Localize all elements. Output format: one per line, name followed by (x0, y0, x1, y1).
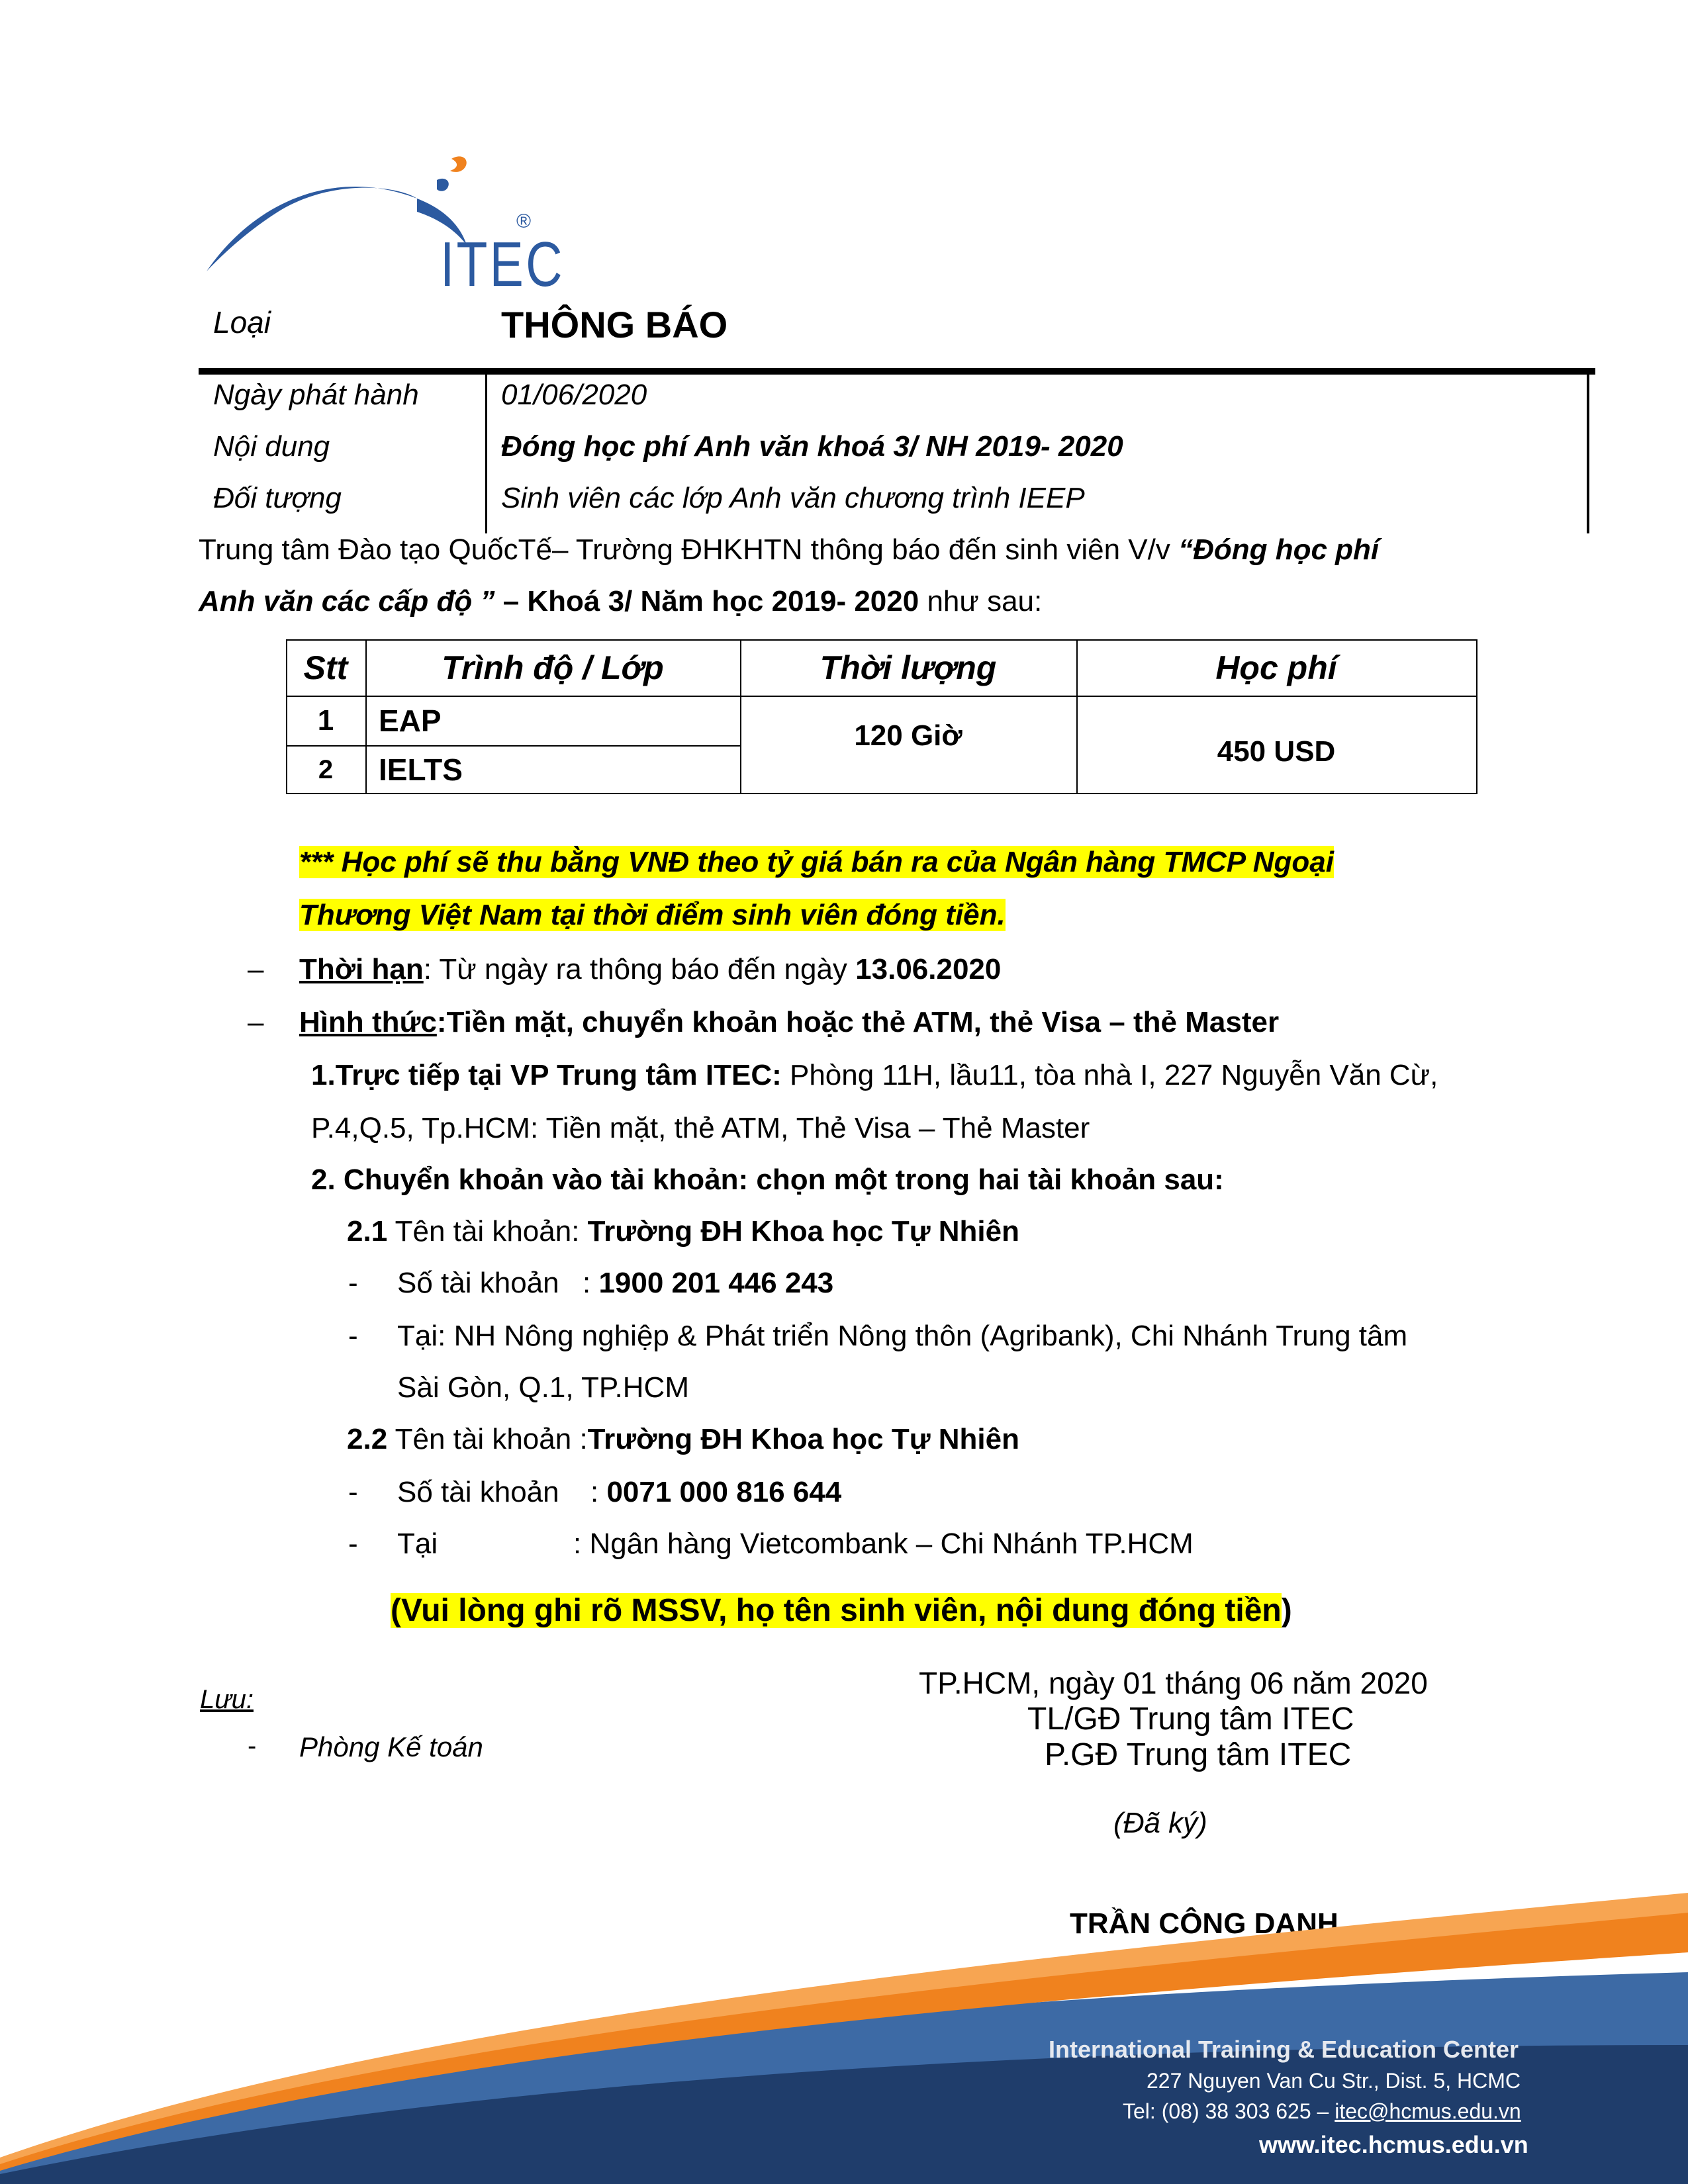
reminder-line (391, 1592, 1292, 1629)
transfer-title: 2. Chuyển khoản vào tài khoản: chọn một trong hai tài khoản sau: (311, 1163, 1224, 1196)
header-label-target: Đối tượng (213, 482, 342, 514)
itec-logo (199, 139, 565, 311)
exchange-note-line-2 (299, 899, 1006, 932)
intro-subject-end: Anh văn các cấp độ ” (199, 585, 495, 617)
deadline-line (299, 953, 1001, 986)
intro-line-2 (199, 585, 1042, 618)
table-fee: 450 USD (1217, 735, 1336, 768)
account-1-no-label: Số tài khoản (397, 1267, 559, 1299)
reminder-text: (Vui lòng ghi rõ MSSV, họ tên sinh viên, nội dung đóng tiền (391, 1593, 1282, 1628)
deadline-text: : Từ ngày ra thông báo đến ngày (423, 953, 856, 985)
header-value-target: Sinh viên các lớp Anh văn chương trình IEEP (501, 482, 1085, 514)
table-row-1-level: EAP (379, 704, 442, 738)
account-2-no-sep: : (590, 1476, 607, 1508)
deadline-label: Thời hạn (299, 953, 424, 985)
method-label: Hình thức (299, 1006, 437, 1038)
account-2-at-dash: - (348, 1527, 358, 1560)
header-value-content: Đóng học phí Anh văn khoá 3/ NH 2019- 2020 (501, 430, 1123, 463)
account-1-no: 1900 201 446 243 (598, 1267, 834, 1299)
archive-item: Phòng Kế toán (299, 1731, 483, 1762)
direct-label: 1.Trực tiếp tại VP Trung tâm ITEC: (311, 1059, 782, 1091)
table-header-stt: Stt (303, 649, 348, 686)
header-divider (485, 375, 487, 533)
method-text: :Tiền mặt, chuyển khoản hoặc thẻ ATM, thẻ Visa – thẻ Master (436, 1006, 1280, 1038)
document-title: THÔNG BÁO (501, 304, 728, 345)
intro-text: Trung tâm Đào tạo QuốcTế– Trường ĐHKHTN thông báo đến sinh viên V/v (199, 533, 1179, 566)
intro-term: – Khoá 3/ Năm học 2019- 2020 (494, 585, 919, 617)
type-label: Loại (213, 305, 271, 340)
table-header-duration: Thời lượng (820, 649, 997, 686)
account-2-no-label: Số tài khoản (397, 1476, 559, 1508)
account-1-at-dash: - (348, 1320, 358, 1352)
footer-org-name: International Training & Education Center (1049, 2036, 1519, 2063)
direct-address: Phòng 11H, lầu11, tòa nhà I, 227 Nguyễn Văn Cừ, (781, 1059, 1438, 1091)
account-2-name: Trường ĐH Khoa học Tự Nhiên (587, 1423, 1020, 1455)
table-header-level: Trình độ / Lớp (442, 649, 664, 686)
direct-line-2: P.4,Q.5, Tp.HCM: Tiền mặt, thẻ ATM, Thẻ Visa – Thẻ Master (311, 1112, 1090, 1144)
table-header-fee: Học phí (1215, 649, 1337, 686)
account-1-name-line (347, 1215, 1019, 1248)
header-value-issue-date: 01/06/2020 (501, 379, 647, 411)
account-2-name-line (347, 1423, 1019, 1456)
intro-line-1 (199, 533, 1379, 567)
exchange-note-2: Thương Việt Nam tại thời điểm sinh viên đóng tiền. (299, 899, 1006, 931)
deadline-bullet: – (248, 953, 264, 985)
account-2-num: 2.2 (347, 1423, 388, 1455)
account-2-no-dash: - (348, 1476, 358, 1508)
signed-note: (Đã ký) (1113, 1807, 1207, 1839)
header-right-border (1587, 375, 1589, 533)
account-1-no-sep: : (583, 1267, 599, 1299)
account-1-num: 2.1 (347, 1215, 388, 1248)
method-bullet: – (248, 1006, 264, 1038)
header-label-issue-date: Ngày phát hành (213, 379, 419, 411)
account-2-no-line (590, 1476, 841, 1509)
logo-text: ITEC (440, 229, 565, 300)
signature-date: TP.HCM, ngày 01 tháng 06 năm 2020 (919, 1666, 1428, 1700)
footer-tel: Tel: (08) 38 303 625 – (1123, 2099, 1335, 2123)
signature-line-2: P.GĐ Trung tâm ITEC (1045, 1737, 1352, 1772)
header-rule (199, 368, 1595, 375)
account-2-no: 0071 000 816 644 (606, 1476, 842, 1508)
deadline-date: 13.06.2020 (855, 953, 1002, 985)
account-1-no-line (583, 1267, 833, 1300)
footer-email-link[interactable]: itec@hcmus.edu.vn (1335, 2099, 1521, 2123)
table-row-2-stt: 2 (318, 754, 334, 784)
archive-label: Lưu: (200, 1685, 254, 1714)
account-1-name-label: Tên tài khoản: (387, 1215, 588, 1248)
footer-contact (1123, 2099, 1521, 2124)
table-duration: 120 Giờ (854, 719, 962, 752)
direct-line-1 (311, 1059, 1438, 1092)
exchange-note-1: *** Học phí sẽ thu bằng VNĐ theo tỷ giá bán ra của Ngân hàng TMCP Ngoại (299, 846, 1334, 878)
fee-table (286, 639, 1477, 794)
footer-website-link[interactable]: www.itec.hcmus.edu.vn (1259, 2131, 1528, 2158)
account-1-bank-line-2: Sài Gòn, Q.1, TP.HCM (397, 1371, 689, 1404)
account-2-bank: : Ngân hàng Vietcombank – Chi Nhánh TP.HCM (573, 1527, 1194, 1560)
account-2-name-label: Tên tài khoản : (387, 1423, 588, 1455)
account-2-at-label: Tại (397, 1527, 438, 1560)
exchange-note-line-1 (299, 846, 1334, 879)
account-1-bank-line-1: Tại: NH Nông nghiệp & Phát triển Nông thôn (Agribank), Chi Nhánh Trung tâm (397, 1320, 1408, 1352)
archive-dash: - (248, 1731, 257, 1760)
table-row-2-level: IELTS (379, 752, 463, 787)
account-1-no-dash: - (348, 1267, 358, 1299)
signatory-name: TRẦN CÔNG DANH (1070, 1907, 1338, 1940)
reminder-close: ) (1281, 1593, 1292, 1628)
table-row-1-stt: 1 (317, 704, 334, 737)
intro-subject-start: “Đóng học phí (1178, 533, 1380, 566)
footer-address: 227 Nguyen Van Cu Str., Dist. 5, HCMC (1147, 2069, 1521, 2093)
signature-line-1: TL/GĐ Trung tâm ITEC (1027, 1702, 1354, 1737)
method-line (299, 1006, 1279, 1039)
account-1-name: Trường ĐH Khoa học Tự Nhiên (587, 1215, 1020, 1248)
header-label-content: Nội dung (213, 430, 330, 463)
registered-mark: ® (516, 210, 532, 232)
intro-suffix: như sau: (919, 585, 1043, 617)
